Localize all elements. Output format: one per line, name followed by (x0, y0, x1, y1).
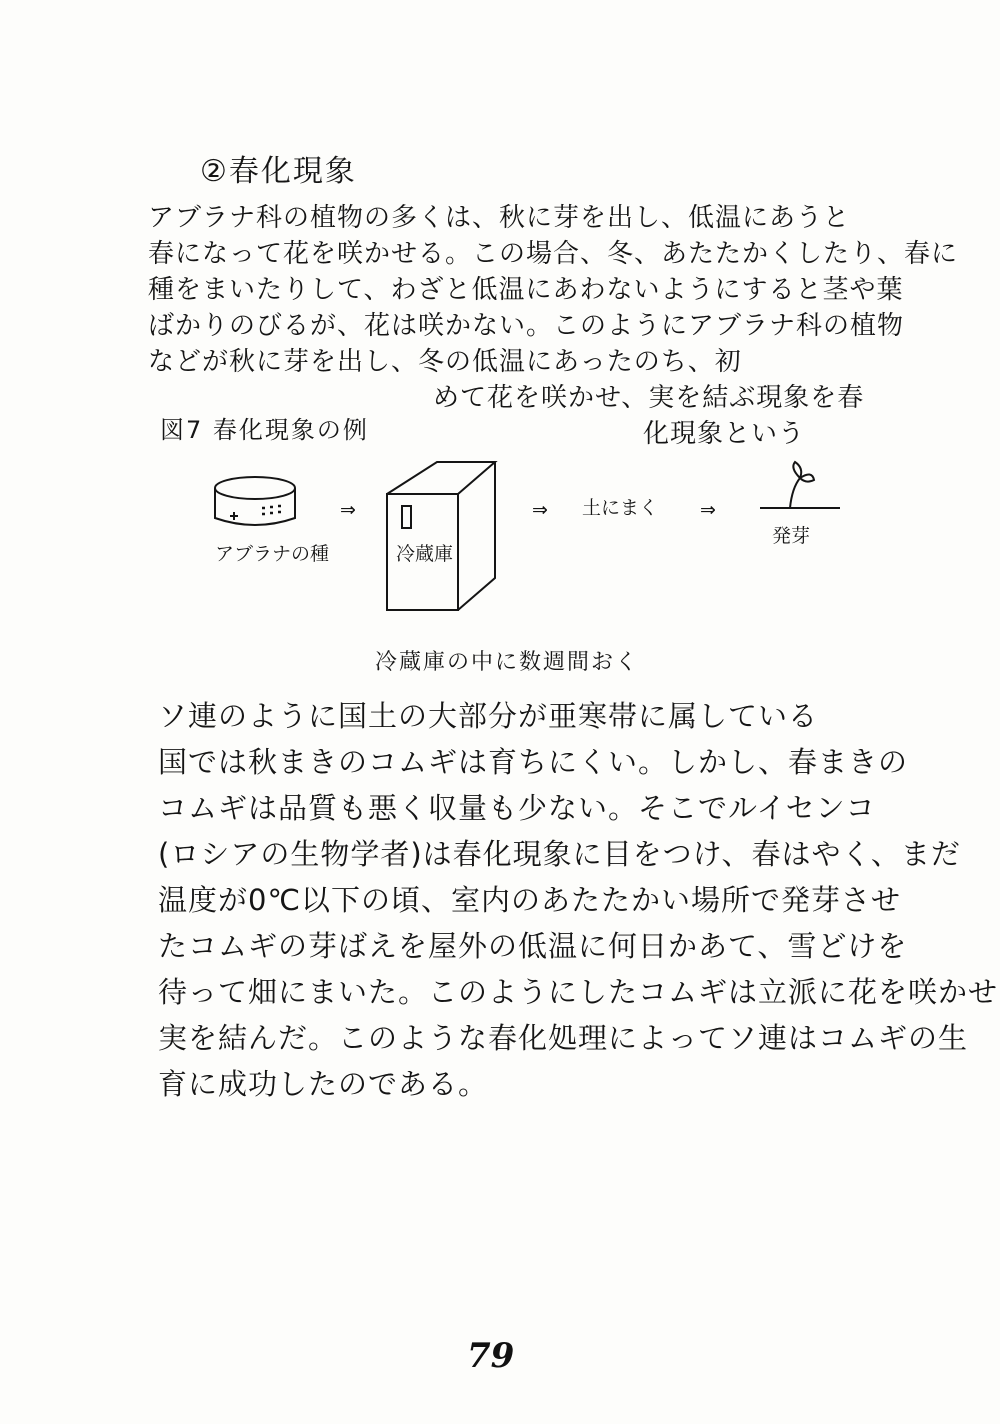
text-line: 種をまいたりして、わざと低温にあわないようにすると茎や葉 (148, 275, 904, 305)
arrow-icon: ⇒ (340, 499, 356, 521)
text-line: コムギは品質も悪く収量も少ない。そこでルイセンコ (158, 791, 876, 825)
text-line: などが秋に芽を出し、冬の低温にあったのち、初 (148, 347, 742, 377)
text-line: 育に成功したのである。 (158, 1067, 489, 1101)
refrigerator-icon (387, 462, 495, 610)
section-title: ②春化現象 (200, 154, 357, 189)
text-line: ばかりのびるが、花は咲かない。このようにアブラナ科の植物 (148, 311, 905, 341)
seed-label: アブラナの種 (215, 543, 330, 565)
text-line: 国では秋まきのコムギは育ちにくい。しかし、春まきの (158, 745, 909, 779)
seed-container-icon (215, 477, 295, 525)
fridge-label: 冷蔵庫 (396, 543, 454, 565)
text-line: 待って畑にまいた。このようにしたコムギは立派に花を咲かせ (158, 975, 999, 1009)
step-label: 土にまく (582, 497, 659, 519)
paragraph-soviet-wheat (158, 693, 999, 1107)
page-number: 79 (467, 1336, 515, 1376)
arrow-icon: ⇒ (700, 499, 716, 521)
text-line: アブラナ科の植物の多くは、秋に芽を出し、低温にあうと (148, 203, 851, 233)
text-line: たコムギの芽ばえを屋外の低温に何日かあて、雪どけを (158, 929, 908, 963)
text-line: 春になって花を咲かせる。この場合、冬、あたたかくしたり、春に (148, 239, 959, 269)
text-line: (ロシアの生物学者)は春化現象に目をつけ、春はやく、まだ (158, 837, 961, 871)
vernalization-diagram (200, 450, 860, 640)
text-line: 化現象という (643, 419, 806, 449)
sprout-icon (760, 462, 840, 508)
figure-caption: 図7 春化現象の例 (160, 416, 369, 444)
figure-note: 冷蔵庫の中に数週間おく (375, 650, 640, 675)
text-line: 実を結んだ。このような春化処理によってソ連はコムギの生 (158, 1021, 969, 1055)
arrow-icon: ⇒ (532, 499, 548, 521)
text-line: 温度が0℃以下の頃、室内のあたたかい場所で発芽させ (158, 883, 902, 917)
text-line: めて花を咲かせ、実を結ぶ現象を春 (433, 383, 865, 413)
sprout-label: 発芽 (772, 525, 811, 547)
text-line: ソ連のように国土の大部分が亜寒帯に属している (158, 699, 819, 733)
